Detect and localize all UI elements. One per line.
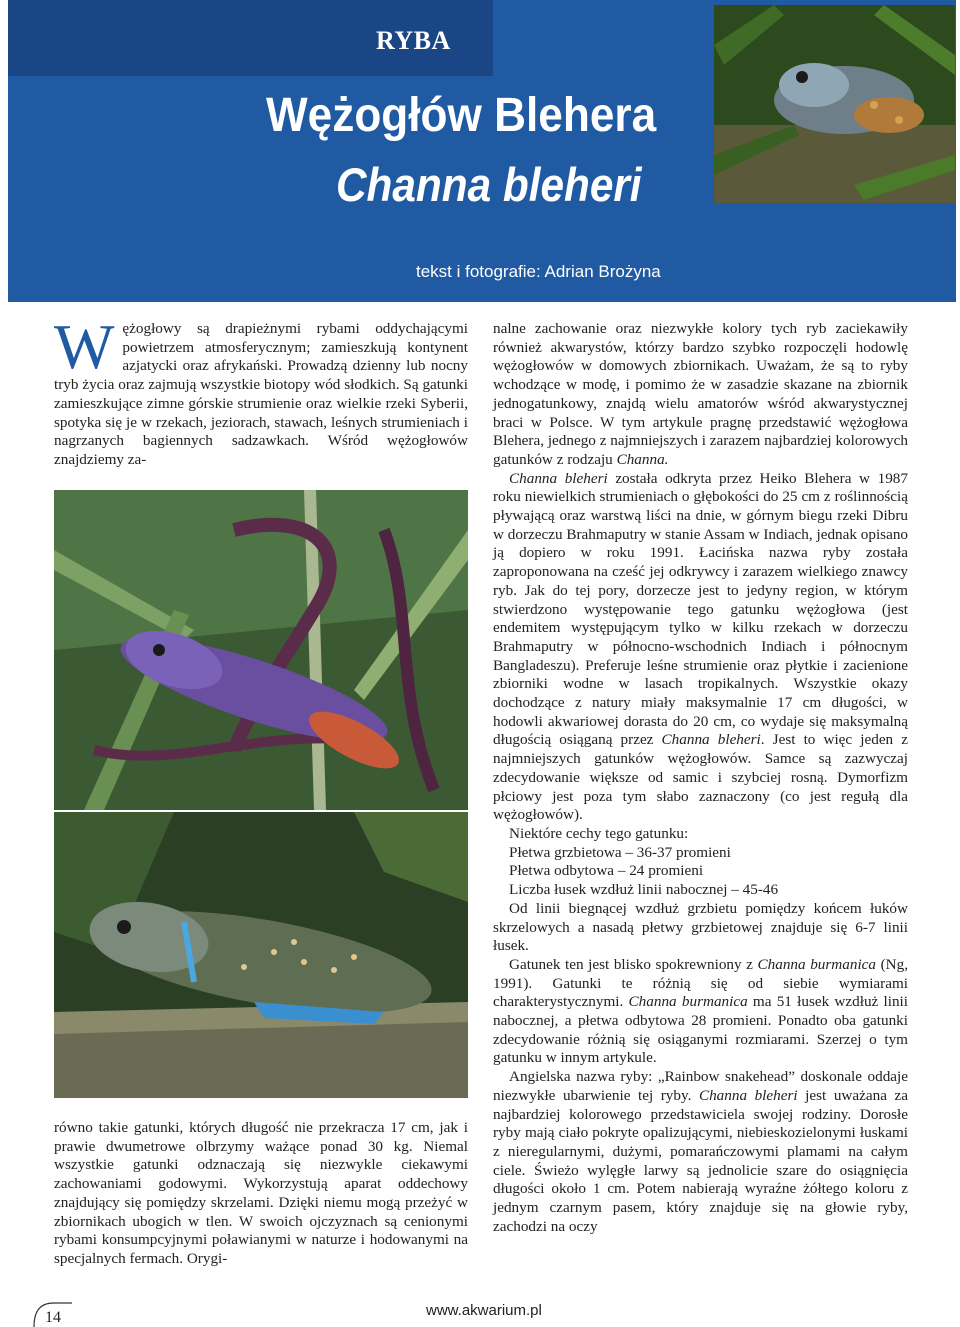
paragraph: nalne zachowanie oraz niezwykłe kolory tych ryb zaciekawiły również akwarystów, którzy bardzo szybko rozpoczęli hodowlę wężogłowów w domowych zbiornikach. Uważam, że są to ryby wchodzące w modę, i pomimo że w zasadzie skazane na zbiornik jednogatunkowy, znajdą wielu amatorów wśród akwarystycznej braci w Polsce. W tym artykule pragnę przedstawić wężogłowa Blehera, jednego z najmniejszych i zarazem najbardziej kolorowych gatunków z rodzaju Channa. <box>493 320 908 468</box>
list-item: Liczba łusek wzdłuż linii nabocznej – 45-46 <box>509 881 779 899</box>
article-title: Wężogłów Blehera <box>266 89 657 142</box>
list-item: Płetwa odbytowa – 24 promieni <box>509 862 704 880</box>
paragraph: Od linii biegnącej wzdłuż grzbietu pomiędzy końcem łuków skrzelowych a nasadą płetwy grzbietowej znajduje się 6-7 linii łusek. <box>493 899 908 955</box>
page-number: 14 <box>45 1309 61 1326</box>
article-column-left-bottom <box>54 1119 468 1269</box>
list-intro: Niektóre cechy tego gatunku: <box>509 824 689 842</box>
author-credit: tekst i fotografie: Adrian Brożyna <box>416 262 661 281</box>
fish-photo-middle <box>54 490 468 810</box>
paragraph: Channa bleheri została odkryta przez Heiko Blehera w 1987 roku niewielkich strumieniach o głębokości do 25 cm z roślinnością pływającą oraz warstwą liści na dnie, w górnym biegu rzeki Dibru w dorzeczu Brahmaputry w stanie Assam w Indiach, jednak opisano ją dopiero w roku 1991. Łacińska nazwa ryby została zaproponowana na cześć jej odkrywcy i zarazem wielkiego znawcy ryb. Jak do tej pory, dorzecze jest to jedyny region, w którym stwierdzono występowanie tego gatunku wężogłowa (jest endemitem występującym tylko w kilku rzekach w dorzeczu Brahmaputry w północno-wschodnich Indiach i północnym Bangladeszu). Preferuje leśne strumienie oraz płytkie i zacienione zbiorniki wodne w lasach tropikalnych. Wszystkie okazy dochodzące z natury miały maksymalnie 17 cm długości, w hodowli akwariowej dorasta do 20 cm, co wydaje się maksymalną długością osiąganą przez Channa bleheri. Jest to więc jeden z najmniejszych gatunków wężogłowów. Samce są zazwyczaj zdecydowanie większe od samic i szybciej rosną. Dymorfizm płciowy jest poza tym słabo zaznaczony (co jest regułą dla wężogłowów). <box>493 469 909 824</box>
article-column-right <box>493 320 908 1236</box>
drop-cap: W <box>54 311 115 382</box>
article-column-left-top <box>54 311 468 470</box>
paragraph: równo takie gatunki, których długość nie przekracza 17 cm, jak i prawie dwumetrowe olbrzymy ważące ponad 30 kg. Niemal wszystkie gatunki odznaczają się niezwykle ciekawymi zachowaniami godowymi. Wykorzystują aparat oddechowy znajdujący się pomiędzy skrzelami. Dzięki niemu mogą przeżyć w zbiornikach ubogich w tlen. W swoich ojczyznach są cenionymi rybami konsumpcyjnymi poławianymi w naturze i hodowanymi na specjalnych fermach. Orygi- <box>54 1119 468 1267</box>
list-item: Płetwa grzbietowa – 36-37 promieni <box>509 843 731 861</box>
article-subtitle-latin: Channa bleheri <box>336 158 642 211</box>
footer-url: www.akwarium.pl <box>426 1302 542 1319</box>
paragraph: Gatunek ten jest blisko spokrewniony z Channa burmanica (Ng, 1991). Gatunki te różnią się od siebie wymiarami charakterystycznymi. Channa burmanica ma 51 łusek wzdłuż linii nabocznej, a płetwa odbytowa 28 promieni. Ponadto oba gatunki zdecydowanie różnią się osiąganymi rozmiarami. Szerzej o tym gatunku w innym artykule. <box>493 955 909 1067</box>
fish-photo-bottom <box>54 812 468 1098</box>
section-label: RYBA <box>376 26 451 55</box>
paragraph: Angielska nazwa ryby: „Rainbow snakehead” doskonale oddaje niezwykłe ubarwienie tej ryby. Channa bleheri jest uważana za najbardziej kolorowego przedstawiciela swojej rodziny. Dorosłe ryby mają ciało pokryte opalizującymi, niebieskozielonymi łuskami z nieregularnymi, dużymi, pomarańczowymi plamami na całym ciele. Świeżo wylęgłe larwy są jednolicie szare do osiągnięcia długości około 1 cm. Potem nabierają wyraźne żółtego koloru z jednym czarnym pasem, który znajduje się na głowie ryby, zachodzi na oczy <box>493 1068 908 1235</box>
intro-paragraph: ężogłowy są drapieżnymi rybami oddychającymi powietrzem atmosferycznym; zamieszkują kontynent azjatycki oraz afrykański. Prowadzą dzienny lub nocny tryb życia oraz zajmują wszystkie biotopy wód słodkich. Są gatunki zamieszkujące zimne górskie strumienie oraz wielkie rzeki Syberii, spotyka się je w rzekach, jeziorach, stawach, leśnych strumieniach i nagrzanych bagiennych sadzawkach. Wśród wężogłowów znajdziemy za- <box>54 320 468 468</box>
fish-photo-top <box>714 5 955 203</box>
